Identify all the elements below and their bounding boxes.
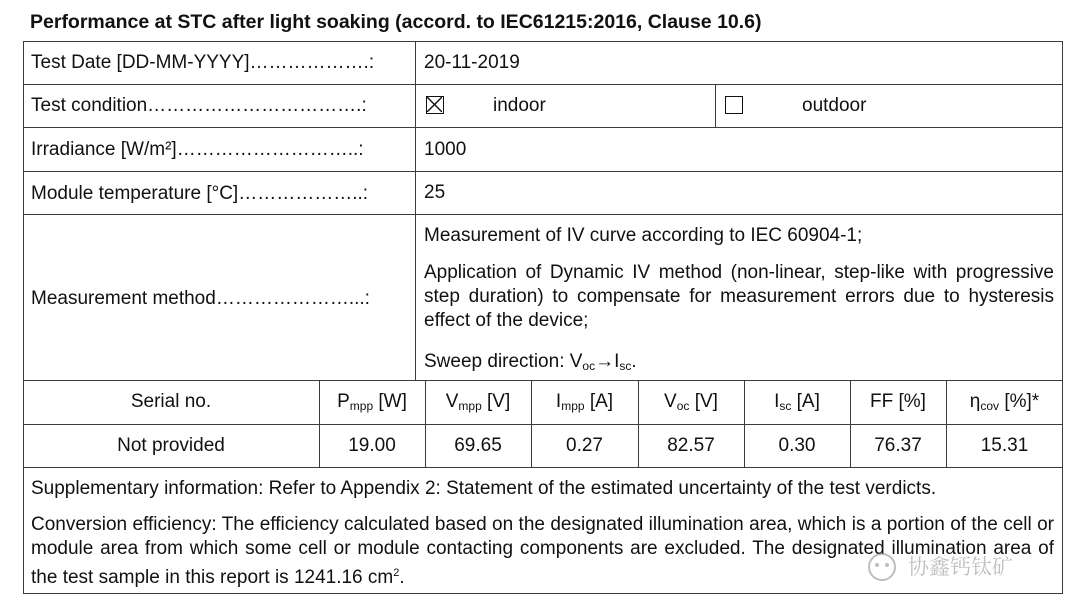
outdoor-checkbox[interactable] (725, 96, 743, 114)
header-unit: [V] (481, 391, 511, 412)
checked-cross-icon (427, 97, 442, 112)
header-unit: [A] (791, 391, 820, 412)
results-value-cell: 0.30 (778, 435, 816, 456)
results-value-cell: 82.57 (667, 435, 715, 456)
row-divider (23, 380, 1063, 381)
header-subscript: cov (980, 399, 1000, 413)
header-unit: [V] (689, 391, 718, 412)
results-value-cell: 76.37 (874, 435, 922, 456)
header-subscript: mpp (349, 399, 374, 413)
row-divider (23, 424, 1063, 425)
measurement-method-line: Measurement of IV curve according to IEC 60904-1; (424, 225, 863, 246)
header-symbol: FF (870, 391, 894, 412)
sweep-current-symbol: I (614, 351, 620, 372)
results-header-cell (744, 392, 850, 412)
results-value-cell: 69.65 (454, 435, 502, 456)
header-unit: [W] (373, 391, 407, 412)
header-subscript: oc (676, 399, 690, 413)
row-divider (23, 127, 1063, 128)
header-unit: [%] (893, 391, 926, 412)
row-divider (23, 467, 1063, 468)
column-divider (715, 84, 716, 127)
results-header-cell (531, 392, 638, 412)
header-subscript: sc (779, 399, 792, 413)
measurement-method-label: Measurement method…………………...: (31, 288, 370, 309)
header-symbol: I (774, 391, 780, 412)
indoor-checkbox[interactable] (426, 96, 444, 114)
indoor-option-label: indoor (493, 95, 546, 116)
watermark-text: 协鑫钙钛矿 (908, 555, 1013, 579)
column-divider (415, 41, 416, 380)
arrow-right-icon: → (595, 351, 615, 372)
results-header-cell (946, 392, 1063, 412)
module-temperature-label: Module temperature [°C]………………..: (31, 183, 369, 204)
header-symbol: P (337, 391, 350, 412)
header-symbol: I (555, 391, 562, 412)
serial-no-value: Not provided (117, 435, 225, 456)
sweep-subscript-sc: sc (619, 359, 632, 373)
header-unit: [%]* (999, 391, 1040, 412)
results-header-cell (425, 392, 531, 412)
results-header-cell (850, 392, 946, 412)
conversion-end: . (399, 567, 405, 588)
header-subscript: mpp (561, 399, 585, 413)
test-condition-label: Test condition…………………………….: (31, 95, 367, 116)
header-subscript: mpp (458, 399, 482, 413)
results-header-cell (319, 392, 425, 412)
irradiance-value: 1000 (424, 139, 467, 160)
module-temperature-value: 25 (424, 182, 446, 203)
header-symbol: η (969, 391, 981, 412)
supplementary-info: Supplementary information: Refer to Appendix 2: Statement of the estimated uncertainty of the test verdicts. (31, 478, 937, 499)
header-symbol: V (445, 391, 459, 412)
conversion-text: Conversion efficiency: The efficiency calculated based on the designated illumination area, which is a portion of the cell or module area from which some cell or module contacting components are excluded. The designated illumination area of the test sample in this report is 1241.16 cm (31, 514, 1054, 588)
area-unit-superscript: 2 (393, 567, 400, 579)
header-symbol: V (664, 391, 677, 412)
row-divider (23, 84, 1063, 85)
dynamic-iv-paragraph: Application of Dynamic IV method (non-linear, step-like with progressive step duration) to compensate for measurement errors due to hysteresis effect of the device; (424, 262, 1054, 331)
sweep-end: . (631, 351, 637, 372)
row-divider (23, 214, 1063, 215)
results-value-cell: 0.27 (566, 435, 603, 456)
header-unit: [A] (584, 391, 614, 412)
watermark-logo (864, 549, 1044, 581)
row-divider (23, 171, 1063, 172)
serial-no-header: Serial no. (130, 391, 212, 412)
results-header-cell (638, 392, 744, 412)
results-value-cell: 19.00 (348, 435, 396, 456)
outdoor-option-label: outdoor (802, 95, 867, 116)
results-value-cell: 15.31 (980, 435, 1029, 456)
sweep-prefix: Sweep direction: V (424, 351, 583, 372)
test-date-value: 20-11-2019 (424, 52, 520, 73)
irradiance-label: Irradiance [W/m²]………………………..: (31, 139, 364, 160)
sweep-subscript-oc: oc (582, 359, 596, 373)
page-title: Performance at STC after light soaking (accord. to IEC61215:2016, Clause 10.6) (30, 11, 762, 33)
test-date-label: Test Date [DD-MM-YYYY]……………….: (31, 52, 375, 73)
sweep-direction (424, 352, 637, 372)
